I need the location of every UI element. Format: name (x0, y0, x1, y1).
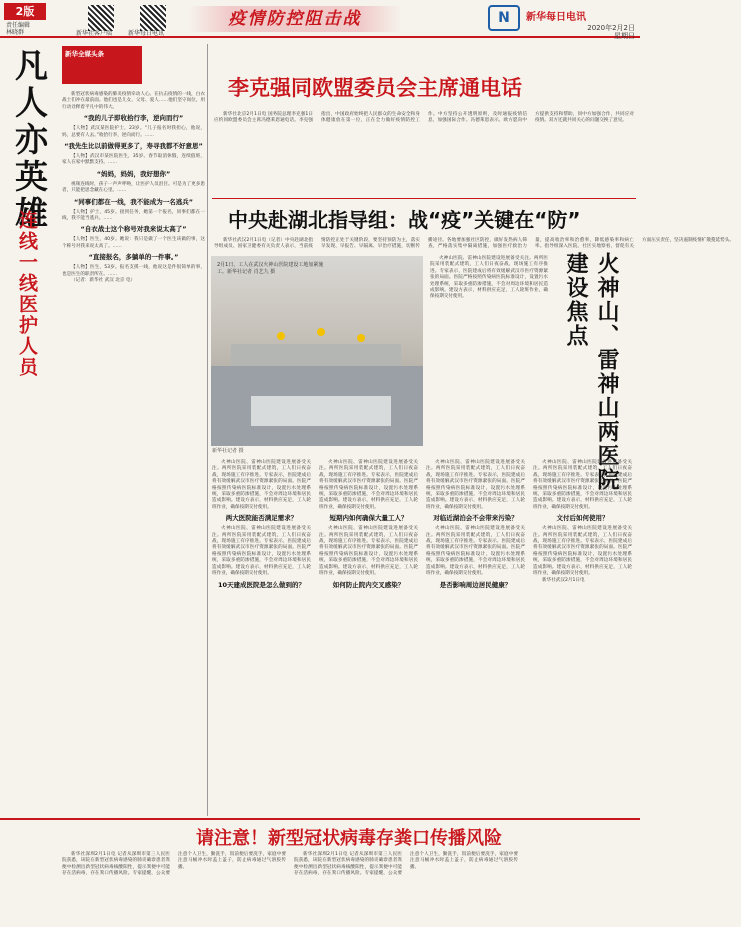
photo-credit: 新华社记者 摄 (212, 448, 244, 454)
edition-badge: 2版 (4, 3, 46, 20)
newspaper-logo-icon: N (488, 5, 520, 31)
construction-photo (211, 256, 423, 446)
photo-illustration (211, 256, 423, 446)
story3-title: 火神山、雷神山两医院建设焦点 (563, 252, 619, 492)
worker-helmet (357, 334, 365, 342)
worker-helmet (277, 332, 285, 340)
section-banner: 疫情防控阻击战 (188, 6, 402, 32)
qr-label-paper: 新华每日电讯 (128, 30, 165, 37)
feature-title: 凡人亦英雄 (10, 48, 49, 233)
story3-intro: 火神山医院、雷神山医院建设进展备受关注。两所医院采用装配式建筑，工人们日夜奋战，现场施工有序推进。专家表示，医院建成后将有效缓解武汉市医疗资源紧张的局面。医院严格按照传染病医院标准设计，设置污水处理系统，采取多重防渗措施，不会对周边环境和居民造成影响。建设方表示，材料供应充足，工人轮班作业，确保按期交付使用。 (430, 256, 548, 300)
newspaper-name: 新华每日电讯 (526, 12, 586, 23)
feature-body: 新型冠状病毒感染的肺炎疫情牵动人心。在抗击疫情的一线，白衣战士们冲在最前面。他们也是儿女、父母、爱人……他们坚守岗位，用行动诠释着平凡中的伟大。 “我的儿子即收拾行李，逆向而行” 【人物】武汉某医院护士，23岁。“儿子报名时我担心，他说，妈，总要有人去。”收拾行李，逆向而行。…… “我先生比以前做得更多了，寿寻我都不好意思” 【人物】武汉市某医院医生，35岁。春节取消休假，连续值班，家人在家中默默支持。…… “妈妈，妈妈，我好想你” 视频连线时，孩子一声声呼唤，让医护人员泪目。可是为了更多患者，只能把思念藏在心里。…… “同事们都在一线，我不能成为一名逃兵” 【人物】护士，45岁。接到任务，她第一个报名，同事们都在一线，我不能当逃兵。…… “自衣战士这个称号对我来说太高了” 【人物】医生，40岁。她说：我只是做了一个医生该做的事，这个称号对我来说太高了。…… “直接报名，多躺单的一件事。” 【人物】医生，53岁。报名支援一线，他说这是件很简单的事，也是医生的职责所在。…… （记者：新华社 武汉 北京 电） (62, 92, 205, 284)
story4-body: 新华社深圳2月1日电 记者从深圳市第三人民医院获悉，该院在新型冠状病毒感染的肺炎确诊患者粪便中检测出新型冠状病毒核酸阳性，提示粪便中可能存在活病毒，存在粪口传播风险。专家提醒，公众要注意个人卫生，勤洗手，饭前便后要洗手，家庭中要注意马桶冲水时盖上盖子，防止病毒通过气溶胶传播。 新华社深圳2月1日电 记者从深圳市第三人民医院获悉，该院在新型冠状病毒感染的肺炎确诊患者粪便中检测出新型冠状病毒核酸阳性，提示粪便中可能存在活病毒，存在粪口传播风险。专家提醒，公众要注意个人卫生，勤洗手，饭前便后要洗手，家庭中要注意马桶冲水时盖上盖子，防止病毒通过气溶胶传播。 (62, 852, 518, 877)
column-divider (207, 44, 208, 816)
worker-helmet (317, 328, 325, 336)
divider (212, 198, 636, 199)
story2-body: 新华社武汉2月1日电（记者）中央赴湖北指导组成员、国家卫健委有关负责人表示，当前疫情防控正处于关键阶段，要坚持预防为主，落实早发现、早报告、早隔离、早治疗措施，切断传播途径。各地要加强社区防控，做好发热病人筛查，严格落实集中隔离措施，加强医疗救治力量，提高收治率和治愈率，降低感染率和病亡率。指导组深入医院、社区实地察看，督促有关方面压实责任，坚决遏制疫情扩散蔓延势头。 (214, 238, 734, 250)
editor-info: 责任编辑 林晓群 (6, 22, 31, 36)
divider (0, 818, 640, 820)
app-tag-box: 新华全媒头条 (62, 46, 142, 84)
roof-panels (231, 344, 401, 366)
qr-label-client: 新华社客户端 (76, 30, 113, 37)
feature-subtitle: 连线一线医护人员 (16, 210, 38, 378)
story4-title: 请注意！新型冠状病毒存粪口传播风险 (196, 828, 502, 849)
module-wall (251, 396, 391, 426)
issue-date: 2020年2月2日 星期日 (587, 24, 635, 40)
story1-body: 新华社北京2月1日电 国务院总理李克强1日应约同欧盟委员会主席冯德莱恩通电话。李克强指出，中国政府始终把人民群众的生命安全和身体健康放在第一位，正在全力做好疫情防控工作。中方坚持公开透明原则，及时通报疫情信息，加强国际合作。冯德莱恩表示，欧方愿向中方提供支持和帮助，同中方加强合作，共同应对疫情。双方还就共同关心的问题交换了意见。 (214, 112, 634, 124)
story1-title: 李克强同欧盟委员会主席通电话 (228, 76, 522, 100)
story2-title: 中央赴湖北指导组：战“疫”关键在“防” (228, 208, 581, 232)
photo-caption: 2月1日，工人在武汉火神山医院建设工地加紧施工。新华社记者 肖艺九 摄 (217, 262, 324, 275)
story3-body: 火神山医院、雷神山医院建设进展备受关注。两所医院采用装配式建筑，工人们日夜奋战，现场施工有序推进。专家表示，医院建成后将有效缓解武汉市医疗资源紧张的局面。医院严格按照传染病医院标准设计，设置污水处理系统，采取多重防渗措施，不会对周边环境和居民造成影响。建设方表示，材料供应充足，工人轮班作业，确保按期交付使用。 两大医院能否满足需求？ 火神山医院、雷神山医院建设进展备受关注。两所医院采用装配式建筑，工人们日夜奋战，现场施工有序推进。专家表示，医院建成后将有效缓解武汉市医疗资源紧张的局面。医院严格按照传染病医院标准设计，设置污水处理系统，采取多重防渗措施，不会对周边环境和居民造成影响。建设方表示，材料供应充足，工人轮班作业，确保按期交付使用。 10天建成医院是怎么做到的？ 火神山医院、雷神山医院建设进展备受关注。两所医院采用装配式建筑，工人们日夜奋战，现场施工有序推进。专家表示，医院建成后将有效缓解武汉市医疗资源紧张的局面。医院严格按照传染病医院标准设计，设置污水处理系统，采取多重防渗措施，不会对周边环境和居民造成影响。建设方表示，材料供应充足，工人轮班作业，确保按期交付使用。 短期内如何确保大量工人？ 火神山医院、雷神山医院建设进展备受关注。两所医院采用装配式建筑，工人们日夜奋战，现场施工有序推进。专家表示，医院建成后将有效缓解武汉市医疗资源紧张的局面。医院严格按照传染病医院标准设计，设置污水处理系统，采取多重防渗措施，不会对周边环境和居民造成影响。建设方表示，材料供应充足，工人轮班作业，确保按期交付使用。 如何防止院内交叉感染？ 火神山医院、雷神山医院建设进展备受关注。两所医院采用装配式建筑，工人们日夜奋战，现场施工有序推进。专家表示，医院建成后将有效缓解武汉市医疗资源紧张的局面。医院严格按照传染病医院标准设计，设置污水处理系统，采取多重防渗措施，不会对周边环境和居民造成影响。建设方表示，材料供应充足，工人轮班作业，确保按期交付使用。 对临近湖泊会不会带来污染？ 火神山医院、雷神山医院建设进展备受关注。两所医院采用装配式建筑，工人们日夜奋战，现场施工有序推进。专家表示，医院建成后将有效缓解武汉市医疗资源紧张的局面。医院严格按照传染病医院标准设计，设置污水处理系统，采取多重防渗措施，不会对周边环境和居民造成影响。建设方表示，材料供应充足，工人轮班作业，确保按期交付使用。 是否影响周边居民健康？ 火神山医院、雷神山医院建设进展备受关注。两所医院采用装配式建筑，工人们日夜奋战，现场施工有序推进。专家表示，医院建成后将有效缓解武汉市医疗资源紧张的局面。医院严格按照传染病医院标准设计，设置污水处理系统，采取多重防渗措施，不会对周边环境和居民造成影响。建设方表示，材料供应充足，工人轮班作业，确保按期交付使用。 文付后如何使用？ 火神山医院、雷神山医院建设进展备受关注。两所医院采用装配式建筑，工人们日夜奋战，现场施工有序推进。专家表示，医院建成后将有效缓解武汉市医疗资源紧张的局面。医院严格按照传染病医院标准设计，设置污水处理系统，采取多重防渗措施，不会对周边环境和居民造成影响。建设方表示，材料供应充足，工人轮班作业，确保按期交付使用。 新华社武汉2月1日电 (212, 460, 632, 589)
masthead (0, 0, 640, 38)
